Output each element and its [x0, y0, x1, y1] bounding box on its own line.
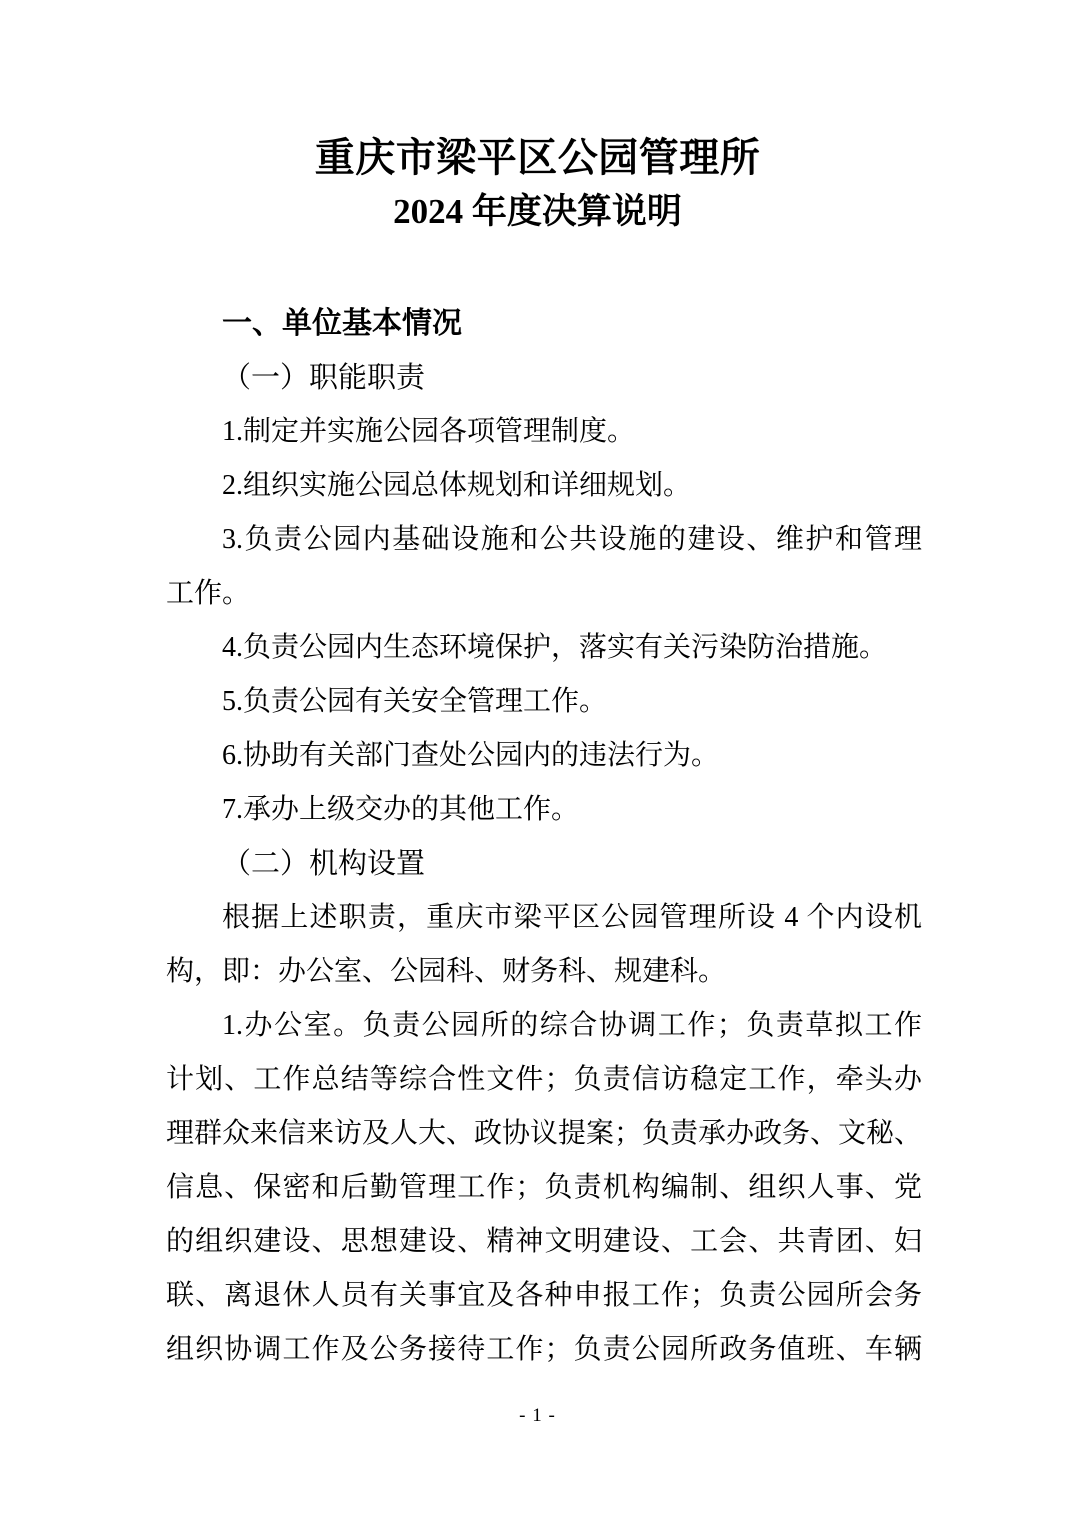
sub-heading — [166, 351, 922, 405]
text-line: 6.协助有关部门查处公园内的违法行为。 — [222, 740, 720, 771]
text-line: （二）机构设置 — [222, 848, 426, 880]
text-line: 计划、工作总结等综合性文件；负责信访稳定工作，牵头办 — [166, 1064, 922, 1095]
text-line: 5.负责公园有关安全管理工作。 — [222, 686, 608, 717]
text-line: 2.组织实施公园总体规划和详细规划。 — [222, 470, 692, 501]
text-line: 组织协调工作及公务接待工作；负责公园所政务值班、车辆 — [166, 1334, 922, 1365]
text-line: 4.负责公园内生态环境保护，落实有关污染防治措施。 — [222, 632, 888, 663]
document-body — [166, 297, 922, 1377]
text-line: 7.承办上级交办的其他工作。 — [222, 794, 580, 825]
paragraph — [166, 513, 922, 621]
paragraph — [166, 999, 922, 1377]
text-line: 联、离退休人员有关事宜及各种申报工作；负责公园所会务 — [166, 1280, 922, 1311]
paragraph — [166, 621, 922, 675]
text-line: 构，即：办公室、公园科、财务科、规建科。 — [166, 956, 727, 987]
paragraph — [166, 459, 922, 513]
paragraph — [166, 891, 922, 999]
paragraph — [166, 729, 922, 783]
document-title-line-2: 2024 年度决算说明 — [393, 192, 682, 231]
document-title-line-1: 重庆市梁平区公园管理所 — [314, 135, 761, 180]
sub-heading — [166, 837, 922, 891]
document-title — [0, 130, 1075, 238]
text-line: 1.制定并实施公园各项管理制度。 — [222, 416, 636, 447]
section-heading — [166, 297, 922, 351]
paragraph — [166, 405, 922, 459]
text-line: 信息、保密和后勤管理工作；负责机构编制、组织人事、党 — [166, 1172, 922, 1203]
paragraph — [166, 675, 922, 729]
text-line: 根据上述职责，重庆市梁平区公园管理所设 4 个内设机 — [222, 902, 922, 933]
text-line: 的组织建设、思想建设、精神文明建设、工会、共青团、妇 — [166, 1226, 922, 1257]
text-line: 3.负责公园内基础设施和公共设施的建设、维护和管理 — [222, 524, 922, 555]
text-line: 工作。 — [166, 578, 251, 609]
page-number: - 1 - — [519, 1405, 556, 1426]
text-line: 1.办公室。负责公园所的综合协调工作；负责草拟工作 — [222, 1010, 922, 1041]
paragraph — [166, 783, 922, 837]
text-line: 一、单位基本情况 — [222, 307, 462, 340]
text-line: 理群众来信来访及人大、政协议提案；负责承办政务、文秘、 — [166, 1118, 923, 1149]
text-line: （一）职能职责 — [222, 362, 426, 394]
